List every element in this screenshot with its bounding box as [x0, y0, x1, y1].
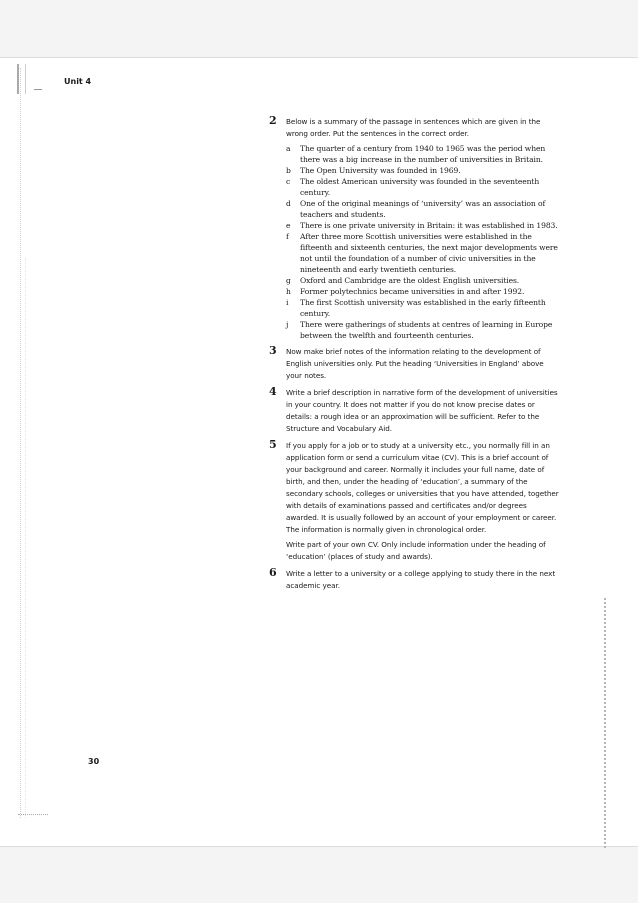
item-text: The first Scottish university was established in the early fifteenth century. [300, 298, 546, 318]
exercise-4 [269, 387, 559, 435]
item-text: There is one private university in Britain: it was established in 1983. [300, 221, 558, 230]
exercise-task: Write part of your own CV. Only include information under the heading of ‘education’ (places of study and awards). [286, 540, 546, 561]
sentence-item [286, 176, 559, 198]
sentence-item [286, 198, 559, 220]
sentence-list [286, 143, 559, 341]
sentence-item [286, 231, 559, 275]
exercise-2 [269, 116, 559, 341]
sentence-item [286, 165, 559, 176]
item-text: The quarter of a century from 1940 to 1965 was the period when there was a big increase in the number of universities in Britain. [300, 144, 546, 164]
exercise-6 [269, 568, 559, 592]
item-letter: d [286, 199, 291, 208]
item-letter: j [286, 320, 289, 329]
page-number: 30 [88, 757, 100, 766]
scan-edge-line [604, 598, 607, 848]
exercise-number: 5 [269, 438, 277, 451]
exercise-list [269, 116, 559, 597]
sentence-item [286, 286, 559, 297]
exercise-5 [269, 440, 559, 563]
item-letter: f [286, 232, 289, 241]
item-letter: e [286, 221, 291, 230]
exercise-number: 3 [269, 344, 277, 357]
exercise-3 [269, 346, 559, 382]
scan-edge-mark [18, 800, 48, 815]
item-text: There were gatherings of students at centres of learning in Europe between the twelfth and fourteenth centuries. [300, 320, 553, 340]
sentence-item [286, 319, 559, 341]
item-letter: a [286, 144, 291, 153]
sentence-item [286, 275, 559, 286]
sentence-item [286, 220, 559, 231]
scan-gutter-line [25, 258, 27, 818]
item-text: The oldest American university was founded in the seventeenth century. [300, 177, 540, 197]
item-text: The Open University was founded in 1969. [300, 166, 461, 175]
scan-edge-dash [34, 89, 42, 90]
item-letter: h [286, 287, 291, 296]
sentence-item [286, 297, 559, 319]
exercise-number: 4 [269, 385, 277, 398]
item-letter: c [286, 177, 291, 186]
exercise-instruction: Write a letter to a university or a college applying to study there in the next academic year. [286, 569, 556, 590]
scan-gutter-line [20, 68, 22, 818]
exercise-number: 6 [269, 566, 277, 579]
item-text: Oxford and Cambridge are the oldest English universities. [300, 276, 520, 285]
item-letter: g [286, 276, 291, 285]
item-letter: i [286, 298, 289, 307]
item-letter: b [286, 166, 291, 175]
exercise-number: 2 [269, 114, 277, 127]
exercise-instruction: Below is a summary of the passage in sentences which are given in the wrong order. Put the sentences in the correct order. [286, 117, 541, 138]
exercise-instruction: Write a brief description in narrative form of the development of universities in your country. It does not matter if you do not know precise dates or details: a rough idea or an approximation will be sufficient. Refer to the Structure and Vocabulary Aid. [286, 388, 558, 433]
book-page [0, 57, 638, 847]
exercise-instruction: If you apply for a job or to study at a university etc., you normally fill in an application form or send a curriculum vitae (CV). This is a brief account of your background and career. Normally it includes your full name, date of birth, and then, under the heading of ‘education’, a summary of the secondary schools, colleges or universities that you have attended, together with details of examinations passed and certificates and/or degrees awarded. It is usually followed by an account of your employment or career. The information is normally given in chronological order. [286, 441, 559, 534]
item-text: One of the original meanings of ‘university’ was an association of teachers and students. [300, 199, 546, 219]
sentence-item [286, 143, 559, 165]
unit-header: Unit 4 [64, 77, 92, 86]
item-text: Former polytechnics became universities in and after 1992. [300, 287, 525, 296]
item-text: After three more Scottish universities were established in the fifteenth and sixteenth centuries, the next major developments were not until the foundation of a number of civic universities in the nineteenth and early twentieth centuries. [300, 232, 558, 274]
exercise-instruction: Now make brief notes of the information relating to the development of English universities only. Put the heading ‘Universities in England’ above your notes. [286, 347, 544, 380]
